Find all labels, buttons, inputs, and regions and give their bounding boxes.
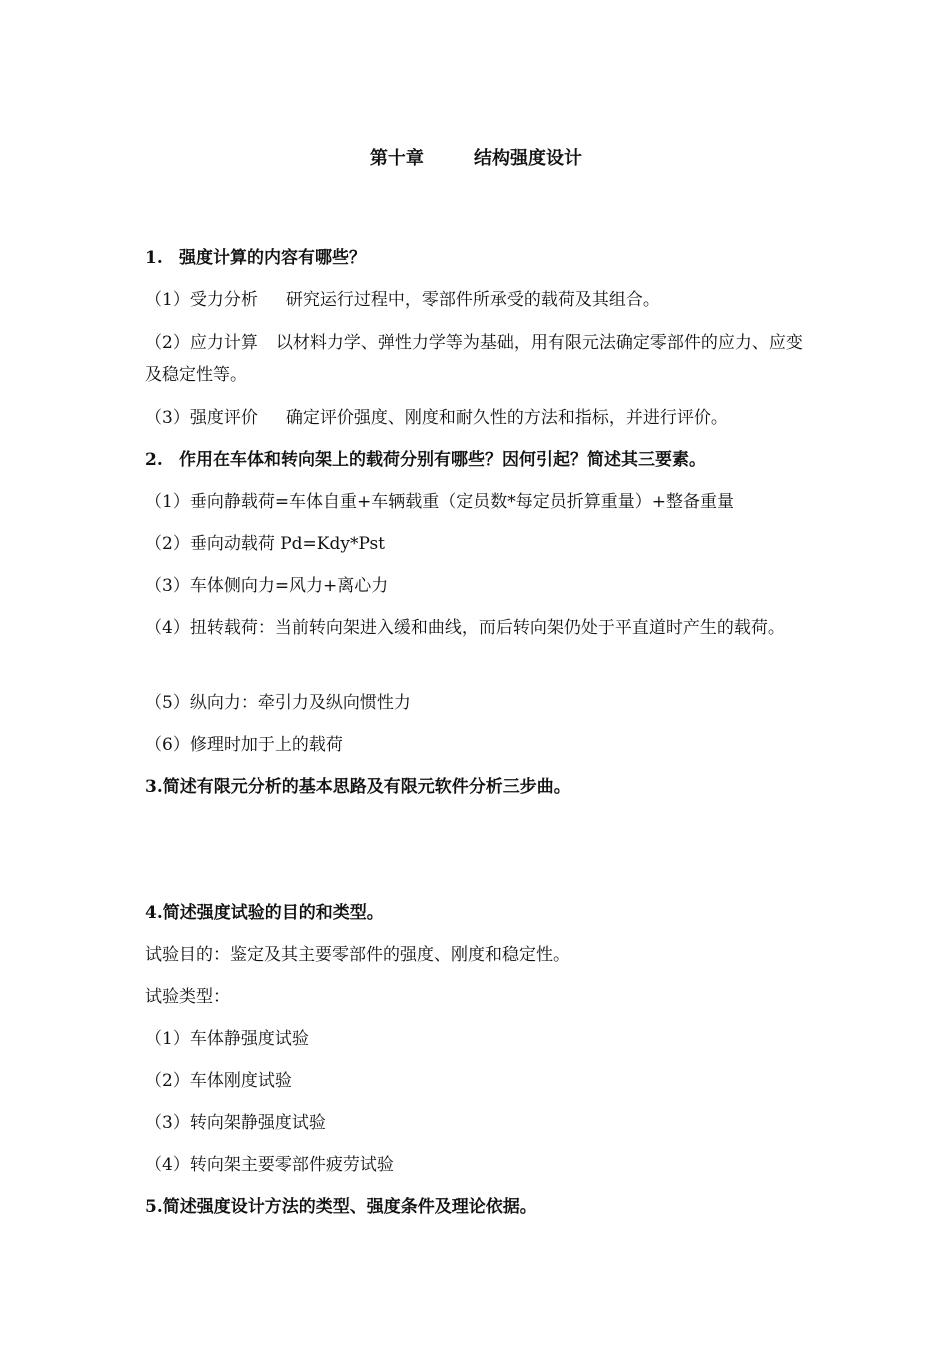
question-2-text: 作用在车体和转向架上的载荷分别有哪些？因何引起？简述其三要素。 <box>179 450 706 470</box>
question-1-text: 强度计算的内容有哪些？ <box>179 248 366 268</box>
q1-item-1-label: （1）受力分析 <box>145 290 258 310</box>
q2-item-4: （4）扭转载荷：当前转向架进入缓和曲线，而后转向架仍处于平直道时产生的载荷。 <box>145 618 785 638</box>
q4-type-1: （1）车体静强度试验 <box>145 1029 309 1049</box>
q4-type-3: （3）转向架静强度试验 <box>145 1113 326 1133</box>
question-1 <box>145 241 815 275</box>
q2-item-2: （2）垂向动载荷 Pd=Kdy*Pst <box>145 534 386 554</box>
question-1-number: 1. <box>145 248 163 268</box>
q2-item-6: （6）修理时加于上的载荷 <box>145 735 343 755</box>
q2-item-3: （3）车体侧向力=风力+离心力 <box>145 576 389 596</box>
q4-types-label: 试验类型： <box>145 987 230 1007</box>
q4-purpose: 试验目的：鉴定及其主要零部件的强度、刚度和稳定性。 <box>145 945 570 965</box>
q4-type-2: （2）车体刚度试验 <box>145 1071 292 1091</box>
q1-item-1 <box>145 283 815 317</box>
question-4: 4.简述强度试验的目的和类型。 <box>145 903 384 923</box>
chapter-title: 第十章 结构强度设计 <box>369 148 583 169</box>
question-3: 3.简述有限元分析的基本思路及有限元软件分析三步曲。 <box>145 777 571 797</box>
q4-type-4: （4）转向架主要零部件疲劳试验 <box>145 1155 394 1175</box>
question-5: 5.简述强度设计方法的类型、强度条件及理论依据。 <box>145 1197 537 1217</box>
q1-item-2 <box>145 327 815 391</box>
q2-item-5: （5）纵向力：牵引力及纵向惯性力 <box>145 693 411 713</box>
question-2 <box>145 443 815 477</box>
q1-item-2-desc: 以材料力学、弹性力学等为基础，用有限元法确定零部件的应力、应变及稳定性等。 <box>145 333 803 385</box>
q1-item-3-label: （3）强度评价 <box>145 408 258 428</box>
q1-item-3 <box>145 401 815 435</box>
q2-item-1: （1）垂向静载荷=车体自重+车辆载重（定员数*每定员折算重量）+整备重量 <box>145 492 735 512</box>
q1-item-2-label: （2）应力计算 <box>145 333 258 353</box>
q1-item-3-desc: 确定评价强度、刚度和耐久性的方法和指标，并进行评价。 <box>285 408 728 428</box>
question-2-number: 2. <box>145 450 163 470</box>
q1-item-1-desc: 研究运行过程中，零部件所承受的载荷及其组合。 <box>285 290 660 310</box>
